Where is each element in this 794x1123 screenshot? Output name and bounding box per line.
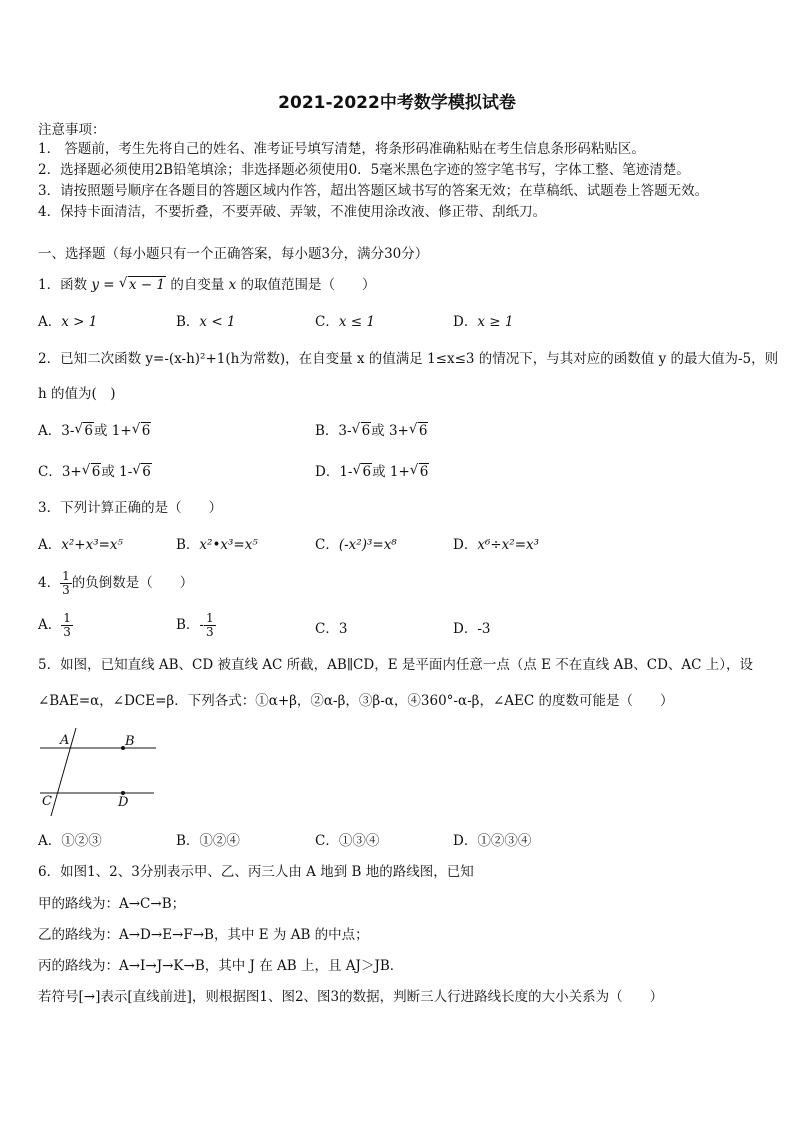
notice-item: 3．请按照题号顺序在各题目的答题区域内作答，超出答题区域书写的答案无效；在草稿纸、试题卷上答题无效。 <box>38 183 709 199</box>
question-2-stem: 2．已知二次函数 y=-(x-h)²+1(h为常数)，在自变量 x 的值满足 1≤x≤3 的情况下，与其对应的函数值 y 的最大值为-5，则 <box>38 351 779 367</box>
label-c: C <box>42 794 52 809</box>
option-text: x > 1 <box>61 314 98 330</box>
option-label: C． <box>38 464 62 480</box>
option-label: D． <box>453 833 478 849</box>
question-1-stem <box>38 276 376 294</box>
option-label: D． <box>453 314 478 330</box>
option-label: D． <box>315 464 340 480</box>
q1-func-lhs: y = <box>91 277 115 293</box>
question-3-stem: 3．下列计算正确的是（ ） <box>38 500 223 516</box>
q3-option-b[interactable] <box>176 536 258 554</box>
option-label: B． <box>176 537 200 553</box>
q1-option-c[interactable] <box>315 313 375 331</box>
option-fraction <box>204 612 216 639</box>
option-label: A． <box>38 537 62 553</box>
q4-prefix: 4． <box>38 575 61 591</box>
radicand: 6 <box>361 423 371 439</box>
question-4-stem <box>38 570 193 597</box>
option-text: ①②③④ <box>477 833 532 849</box>
option-label: A． <box>38 833 62 849</box>
sqrt: √ 6 <box>409 462 429 480</box>
option-text: ①②④ <box>199 833 240 849</box>
fraction-numerator: 1 <box>63 611 71 625</box>
option-text: ①③④ <box>338 833 380 849</box>
q3-option-a[interactable] <box>38 536 123 554</box>
option-label: D． <box>453 621 478 637</box>
sqrt: √ 6 <box>408 421 428 439</box>
option-text: 3- <box>61 423 75 439</box>
option-text: x²•x³=x⁵ <box>199 537 258 553</box>
q3-option-c[interactable] <box>315 536 397 554</box>
section-heading: 一、选择题（每小题只有一个正确答案，每小题3分，满分30分） <box>38 246 429 262</box>
fraction-denominator: 3 <box>63 625 71 639</box>
option-label: B． <box>176 314 200 330</box>
question-2-stem-cont: h 的值为( ) <box>38 386 116 402</box>
q4-option-b[interactable] <box>176 612 216 639</box>
q4-suffix: 的负倒数是（ ） <box>71 575 194 591</box>
option-text: 或 1+ <box>372 464 410 480</box>
sqrt: √ 6 <box>352 462 372 480</box>
fraction-denominator: 3 <box>62 583 70 597</box>
radicand: 6 <box>141 423 151 439</box>
q1-suffix: 的自变量 <box>170 277 225 293</box>
radicand: 6 <box>418 423 428 439</box>
question-6-stem: 6．如图1、2、3分别表示甲、乙、丙三人由 A 地到 B 地的路线图，已知 <box>38 864 474 880</box>
option-label: D． <box>453 537 478 553</box>
sqrt: √ 6 <box>131 421 151 439</box>
option-sign: - <box>199 617 204 633</box>
fraction-numerator: 1 <box>205 611 214 625</box>
option-text: x ≥ 1 <box>477 314 514 330</box>
radicand: 6 <box>91 464 101 480</box>
option-fraction <box>61 612 73 639</box>
q4-option-c[interactable] <box>315 620 347 638</box>
radicand: 6 <box>84 423 93 439</box>
q1-option-b[interactable] <box>176 313 236 331</box>
question-5-stem: 5．如图，已知直线 AB、CD 被直线 AC 所截，AB∥CD，E 是平面内任意一点（点 E 不在直线 AB、CD、AC 上），设 <box>38 657 754 673</box>
q5-option-a[interactable] <box>38 832 102 850</box>
q1-radicand: x − 1 <box>128 277 166 293</box>
option-text: 或 1- <box>101 464 133 480</box>
option-text: (-x²)³=x⁸ <box>338 537 397 553</box>
option-label: A． <box>38 423 62 439</box>
option-label: C． <box>315 621 339 637</box>
fraction-numerator: 1 <box>62 569 70 583</box>
q1-sqrt: √ x − 1 <box>118 275 166 293</box>
question-6-line: 若符号[→]表示[直线前进]，则根据图1、图2、图3的数据，判断三人行进路线长度的大小关系为（ ） <box>38 989 664 1005</box>
q1-prefix: 1．函数 <box>38 277 88 293</box>
fraction-denominator: 3 <box>205 625 214 639</box>
q5-option-d[interactable] <box>453 832 531 850</box>
label-d: D <box>118 795 129 810</box>
option-text: 3 <box>338 621 348 637</box>
sqrt: √ 6 <box>132 462 151 480</box>
option-text: ①②③ <box>61 833 102 849</box>
q5-figure <box>34 726 164 818</box>
radicand: 6 <box>142 464 151 480</box>
option-label: C． <box>315 314 339 330</box>
option-label: A． <box>38 314 62 330</box>
radicand: 6 <box>362 464 372 480</box>
q4-option-a[interactable] <box>38 612 73 639</box>
q5-option-b[interactable] <box>176 832 240 850</box>
q2-option-a[interactable] <box>38 422 151 440</box>
question-6-line: 乙的路线为：A→D→E→F→B，其中 E 为 AB 的中点； <box>38 927 369 943</box>
notice-item: 2．选择题必须使用2B铅笔填涂；非选择题必须使用0．5毫米黑色字迹的签字笔书写，字体工整、笔迹清楚。 <box>38 162 690 178</box>
page-title: 2021-2022中考数学模拟试卷 <box>278 93 516 113</box>
q2-option-c[interactable] <box>38 463 152 481</box>
option-label: B． <box>176 833 200 849</box>
q2-option-d[interactable] <box>315 463 429 481</box>
option-text: 或 3+ <box>371 423 409 439</box>
radicand: 6 <box>419 464 429 480</box>
sqrt: √ 6 <box>351 421 371 439</box>
q2-option-b[interactable] <box>315 422 428 440</box>
q3-option-d[interactable] <box>453 536 539 554</box>
option-text: 3+ <box>61 464 82 480</box>
sqrt: √ 6 <box>81 462 101 480</box>
q4-option-d[interactable] <box>453 620 490 638</box>
option-text: -3 <box>477 621 491 637</box>
q4-fraction <box>60 570 72 597</box>
question-6-line: 甲的路线为：A→C→B； <box>38 896 186 912</box>
sqrt: √ 6 <box>74 421 93 439</box>
option-text: 3- <box>338 423 352 439</box>
option-text: x²+x³=x⁵ <box>61 537 123 553</box>
question-6-line: 丙的路线为：A→I→J→K→B，其中 J 在 AB 上，且 AJ＞JB． <box>38 958 404 974</box>
q1-option-a[interactable] <box>38 313 97 331</box>
option-text: 或 1+ <box>94 423 132 439</box>
option-label: B． <box>315 423 339 439</box>
option-text: 1- <box>339 464 353 480</box>
notice-item: 4．保持卡面清洁，不要折叠，不要弄破、弄皱，不准使用涂改液、修正带、刮纸刀。 <box>38 204 547 220</box>
option-label: C． <box>315 537 339 553</box>
notice-heading: 注意事项： <box>38 122 106 138</box>
option-label: C． <box>315 833 339 849</box>
option-label: A． <box>38 617 62 633</box>
option-text: x⁶÷x²=x³ <box>477 537 540 553</box>
option-label: B． <box>176 617 200 633</box>
label-b: B <box>125 734 135 749</box>
q1-option-d[interactable] <box>453 313 513 331</box>
question-5-stem-cont: ∠BAE=α，∠DCE=β．下列各式：①α+β，②α-β，③β-α，④360°-α-β，∠AEC 的度数可能是（ ） <box>38 693 674 709</box>
q1-var: x <box>228 277 237 293</box>
option-text: x < 1 <box>199 314 236 330</box>
option-text: x ≤ 1 <box>338 314 375 330</box>
q5-option-c[interactable] <box>315 832 379 850</box>
notice-item: 1． 答题前，考生先将自己的姓名、准考证号填写清楚，将条形码准确粘贴在考生信息条形码粘贴区。 <box>38 141 645 157</box>
q1-suffix2: 的取值范围是（ ） <box>240 277 376 293</box>
label-a: A <box>60 733 70 748</box>
